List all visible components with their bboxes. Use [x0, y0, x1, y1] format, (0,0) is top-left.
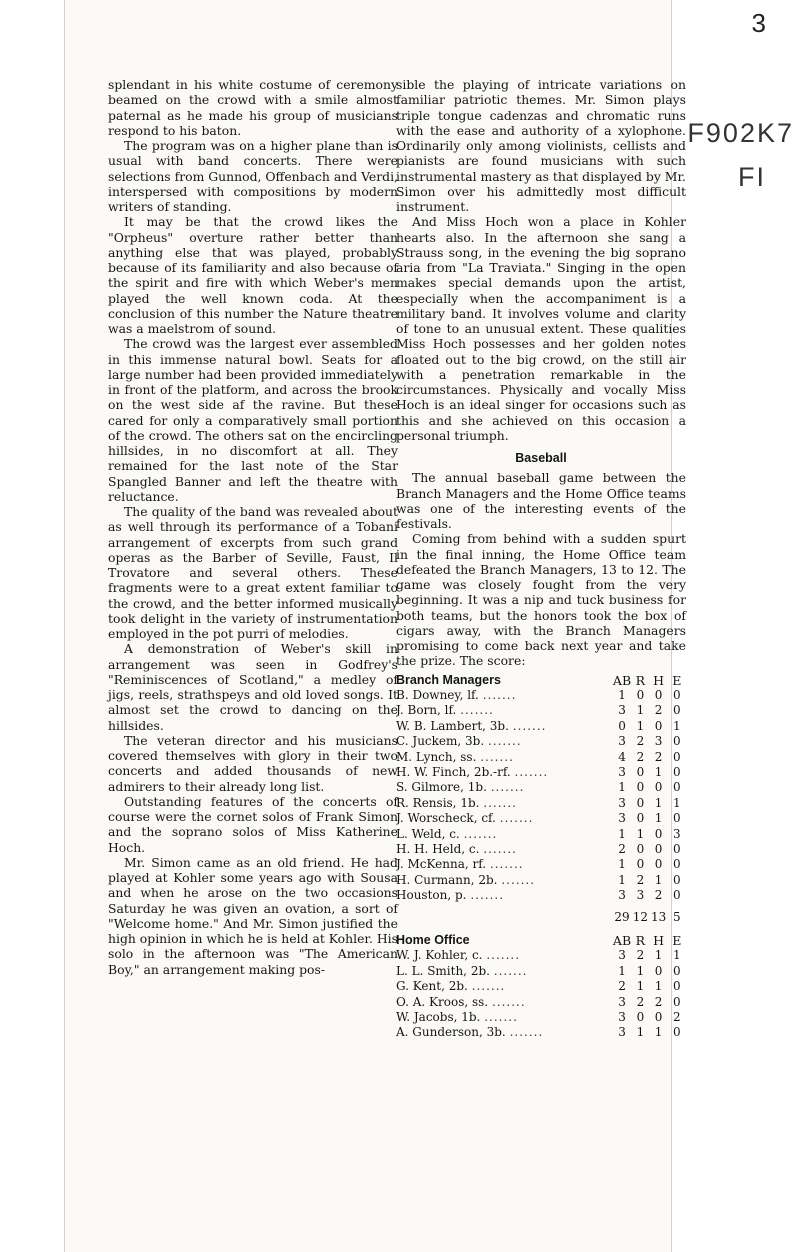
player-stat: 0: [654, 687, 663, 702]
player-stat: 0: [618, 718, 626, 733]
paragraph: Coming from behind with a sudden spurt in the final inning, the Home Office team defeated the Branch Managers, 13 to 12. The game was closely fought from the very beginning. It was a nip and tuck business for both teams, but the honors took the box of cigars away, with the Branch Managers promising to come back next year and take the prize. The score:: [396, 531, 686, 669]
dot-leader: .......: [460, 703, 494, 718]
player-name: J. Born, lf.: [396, 703, 457, 718]
paragraph: It may be that the crowd likes the "Orpheus" overture rather better than anything else that was played, probably because of its familiarity and also because of the spirit and fire with which Weber's men played the well known coda. At the conclusion of this number the Nature theatre was a maelstrom of sound.: [108, 214, 398, 336]
total-stat: 12: [632, 909, 649, 924]
archive-code-note: F902K7: [687, 118, 794, 148]
player-stat: 1: [618, 826, 626, 841]
player-stat: 3: [618, 734, 626, 749]
player-cell: [396, 979, 613, 994]
player-row: [396, 1010, 686, 1025]
player-cell: [396, 719, 613, 734]
player-stat: 0: [636, 687, 645, 702]
dot-leader: .......: [486, 948, 521, 963]
player-row: [396, 995, 686, 1010]
player-stat: 0: [673, 734, 681, 749]
player-cell: [396, 873, 613, 888]
player-stat: 0: [654, 718, 663, 733]
player-stat: 0: [673, 888, 681, 903]
player-stat: 1: [636, 1025, 645, 1040]
player-cell: [396, 1025, 613, 1040]
player-stat: 0: [654, 857, 663, 872]
player-cell: [396, 750, 613, 765]
player-stat: 2: [654, 888, 663, 903]
player-name: J. Worscheck, cf.: [396, 811, 496, 826]
player-stat: 1: [618, 687, 626, 702]
player-stat: 0: [673, 764, 681, 779]
player-row: [396, 703, 686, 718]
player-cell: [396, 888, 613, 903]
stat-column-header: H: [653, 933, 665, 948]
player-row: [396, 842, 686, 857]
player-row: [396, 827, 686, 842]
paragraph: Outstanding features of the concerts of course were the cornet solos of Frank Simon and the soprano solos of Miss Katherine Hoch.: [108, 793, 398, 855]
player-stat: 0: [673, 994, 681, 1009]
player-row: [396, 948, 686, 963]
player-stat: 3: [618, 811, 626, 826]
player-stat: 0: [636, 780, 645, 795]
paragraph: And Miss Hoch won a place in Kohler hearts also. In the afternoon she sang a Strauss song, in the evening the big soprano aria from "La Traviata." Singing in the open makes special demands upon the artist, especially when the accompaniment is a military band. It involves volume and clarity of tone to an unusual extent. These qualities Miss Hoch possesses and her golden notes floated out to the big crowd, on the still air with a penetration remarkable in the circumstances. Physically and vocally Miss Hoch is an ideal singer for occasions such as this and she achieved on this occasion a personal triumph.: [396, 214, 686, 443]
dot-leader: .......: [499, 811, 534, 826]
player-stat: 3: [618, 1010, 626, 1025]
player-stat: 3: [654, 734, 663, 749]
stat-column-header: AB: [612, 933, 632, 948]
player-stat: 1: [673, 948, 681, 963]
player-name: W. Jacobs, 1b.: [396, 1010, 481, 1025]
player-stat: 2: [618, 841, 626, 856]
player-stat: 1: [636, 703, 645, 718]
player-stat: 0: [673, 857, 681, 872]
archive-initials-note: FI: [738, 162, 766, 192]
dot-leader: .......: [501, 872, 536, 887]
player-stat: 1: [654, 811, 663, 826]
player-stat: 3: [618, 764, 626, 779]
player-stat: 3: [618, 888, 626, 903]
player-stat: 1: [618, 963, 626, 978]
page-number: 3: [751, 8, 766, 38]
dot-leader: .......: [483, 841, 517, 856]
dot-leader: .......: [491, 994, 526, 1009]
dot-leader: .......: [483, 795, 517, 810]
player-row: [396, 888, 686, 903]
player-name: L. Weld, c.: [396, 826, 460, 841]
box-score-table: [396, 673, 686, 1041]
player-name: S. Gilmore, 1b.: [396, 780, 487, 795]
player-row: [396, 750, 686, 765]
totals-label: [396, 904, 613, 933]
player-stat: 1: [636, 963, 645, 978]
dot-leader: .......: [471, 979, 506, 994]
team-header-row: [396, 673, 686, 688]
player-stat: 1: [636, 718, 645, 733]
player-row: [396, 765, 686, 780]
player-name: L. L. Smith, 2b.: [396, 963, 490, 978]
player-stat: 1: [636, 826, 645, 841]
player-stat: 0: [636, 857, 645, 872]
paragraph: The crowd was the largest ever assembled in this immense natural bowl. Seats for a large number had been provided immediately in front of the platform, and across the brook on the west side af the ravine. But these cared for only a comparatively small portion of the crowd. The others sat on the encircling hillsides, in no discomfort at all. They remained for the last note of the Star Spangled Banner and left the theatre with reluctance.: [108, 336, 398, 504]
player-cell: [396, 796, 613, 811]
player-stat: 1: [673, 795, 681, 810]
player-name: Houston, p.: [396, 888, 467, 903]
paragraph: A demonstration of Weber's skill in arrangement was seen in Godfrey's "Reminiscences of Scotland," a medley of jigs, reels, strathspeys and old loved songs. It almost set the crowd to dancing on the hillsides.: [108, 641, 398, 733]
team-name: Branch Managers: [396, 672, 501, 687]
player-stat: 0: [673, 963, 681, 978]
player-stat: 1: [673, 718, 681, 733]
total-stat: 13: [650, 909, 667, 924]
player-stat: 0: [673, 703, 681, 718]
player-row: [396, 734, 686, 749]
player-stat: 0: [654, 963, 663, 978]
player-stat: 3: [618, 948, 626, 963]
player-stat: 0: [673, 841, 681, 856]
player-cell: [396, 948, 613, 963]
player-stat: 2: [636, 948, 645, 963]
player-row: [396, 780, 686, 795]
team-header-row: [396, 933, 686, 948]
dot-leader: .......: [489, 857, 524, 872]
stat-column-header: R: [635, 933, 646, 948]
dot-leader: .......: [514, 764, 549, 779]
paragraph: splendant in his white costume of ceremony beamed on the crowd with a smile almost paternal as he made his group of musicians respond to his baton.: [108, 77, 398, 138]
dot-leader: .......: [490, 780, 525, 795]
player-cell: [396, 964, 613, 979]
player-row: [396, 796, 686, 811]
paragraph: The program was on a higher plane than is usual with band concerts. There were selections from Gunnod, Offenbach and Verdi, interspersed with compositions by modern writers of standing.: [108, 138, 398, 214]
player-stat: 0: [636, 841, 645, 856]
player-stat: 0: [636, 811, 645, 826]
dot-leader: .......: [512, 718, 547, 733]
player-stat: 2: [654, 749, 663, 764]
dot-leader: .......: [487, 734, 522, 749]
player-stat: 0: [673, 749, 681, 764]
player-stat: 0: [673, 872, 681, 887]
stat-column-header: H: [653, 672, 665, 688]
dot-leader: .......: [480, 749, 514, 764]
player-stat: 0: [673, 811, 681, 826]
paragraph: Mr. Simon came as an old friend. He had played at Kohler some years ago with Sousa and when he arose on the two occasions Saturday he was given an ovation, a sort of "Welcome home." And Mr. Simon justified the high opinion in which he is held at Kohler. His solo in the afternoon was "The American Boy," an arrangement making pos-: [108, 854, 398, 977]
player-cell: [396, 688, 613, 703]
player-row: [396, 857, 686, 872]
stat-column-header: E: [672, 672, 682, 688]
player-cell: [396, 734, 613, 749]
player-stat: 2: [618, 979, 626, 994]
paragraph: sible the playing of intricate variations on familiar patriotic themes. Mr. Simon plays triple tongue cadenzas and chromatic runs with the ease and authority of a xylophone. Ordinarily only among violinists, cellists and pianists are found musicians with such instrumental mastery as that displayed by Mr. Simon over his admittedly most difficult instrument.: [396, 77, 686, 214]
player-stat: 3: [618, 1025, 626, 1040]
player-row: [396, 719, 686, 734]
player-stat: 1: [654, 795, 663, 810]
dot-leader: .......: [470, 888, 505, 903]
player-cell: [396, 811, 613, 826]
dot-leader: .......: [509, 1025, 544, 1040]
player-cell: [396, 703, 613, 718]
player-cell: [396, 780, 613, 795]
paragraph: The quality of the band was revealed about as well through its performance of a Tobani arrangement of excerpts from such grand operas as the Barber of Seville, Faust, Il Trovatore and several others. These fragments were to a great extent familiar to the crowd, and the better informed musically took delight in the variety of instrumentation employed in the pot purri of melodies.: [108, 504, 398, 641]
player-name: G. Kent, 2b.: [396, 979, 468, 994]
player-stat: 0: [654, 780, 663, 795]
dot-leader: .......: [463, 826, 498, 841]
player-stat: 3: [618, 795, 626, 810]
dot-leader: .......: [482, 687, 517, 702]
player-cell: [396, 842, 613, 857]
player-name: B. Downey, lf.: [396, 687, 479, 702]
player-row: [396, 873, 686, 888]
player-stat: 0: [673, 1025, 681, 1040]
team-name: Home Office: [396, 933, 470, 947]
stat-column-header: R: [635, 672, 646, 688]
player-stat: 2: [636, 994, 645, 1009]
player-stat: 1: [636, 979, 645, 994]
player-stat: 0: [673, 979, 681, 994]
player-stat: 0: [654, 841, 663, 856]
player-stat: 1: [654, 764, 663, 779]
player-name: M. Lynch, ss.: [396, 749, 477, 764]
player-stat: 0: [673, 687, 681, 702]
baseball-heading: Baseball: [515, 451, 567, 465]
player-stat: 4: [618, 749, 626, 764]
player-name: R. Rensis, 1b.: [396, 795, 480, 810]
player-row: [396, 688, 686, 703]
total-stat: 5: [673, 909, 681, 924]
player-stat: 1: [618, 872, 626, 887]
player-name: W. B. Lambert, 3b.: [396, 718, 509, 733]
player-cell: [396, 995, 613, 1010]
player-stat: 1: [618, 780, 626, 795]
player-name: A. Gunderson, 3b.: [396, 1025, 506, 1040]
player-row: [396, 1025, 686, 1040]
total-stat: 29: [614, 909, 630, 924]
player-name: W. J. Kohler, c.: [396, 948, 483, 963]
stat-column-header: E: [672, 933, 682, 948]
player-cell: [396, 857, 613, 872]
player-name: O. A. Kroos, ss.: [396, 994, 489, 1009]
player-cell: [396, 827, 613, 842]
player-stat: 3: [673, 826, 681, 841]
stat-column-header: AB: [612, 672, 632, 688]
player-stat: 0: [673, 780, 681, 795]
player-stat: 2: [636, 872, 645, 887]
player-stat: 3: [636, 888, 645, 903]
player-row: [396, 979, 686, 994]
player-stat: 0: [636, 1010, 645, 1025]
player-name: H. H. Held, c.: [396, 841, 480, 856]
totals-row: [396, 904, 686, 933]
article-left-column: [108, 77, 398, 977]
player-name: H. W. Finch, 2b.-rf.: [396, 764, 511, 779]
player-stat: 0: [654, 826, 663, 841]
player-name: H. Curmann, 2b.: [396, 872, 498, 887]
dot-leader: .......: [484, 1010, 518, 1025]
article-right-column: [396, 77, 686, 1041]
player-row: [396, 964, 686, 979]
player-stat: 0: [636, 795, 645, 810]
player-stat: 0: [636, 764, 645, 779]
player-stat: 3: [618, 994, 626, 1009]
player-stat: 1: [654, 872, 663, 887]
player-cell: [396, 765, 613, 780]
dot-leader: .......: [493, 963, 528, 978]
player-stat: 1: [654, 1025, 663, 1040]
player-stat: 2: [636, 749, 645, 764]
player-stat: 0: [654, 1010, 663, 1025]
player-stat: 2: [673, 1010, 681, 1025]
player-stat: 1: [654, 948, 663, 963]
player-row: [396, 811, 686, 826]
player-stat: 2: [654, 703, 663, 718]
player-name: J. McKenna, rf.: [396, 857, 487, 872]
player-stat: 2: [636, 734, 645, 749]
player-name: C. Juckem, 3b.: [396, 734, 485, 749]
player-stat: 1: [618, 857, 626, 872]
paragraph: The annual baseball game between the Branch Managers and the Home Office teams was one of the interesting events of the festivals.: [396, 470, 686, 531]
player-stat: 3: [618, 703, 626, 718]
player-cell: [396, 1010, 613, 1025]
player-stat: 2: [654, 994, 663, 1009]
paragraph: The veteran director and his musicians covered themselves with glory in their two concerts and added thousands of new admirers to their already long list.: [108, 732, 398, 794]
player-stat: 1: [654, 979, 663, 994]
